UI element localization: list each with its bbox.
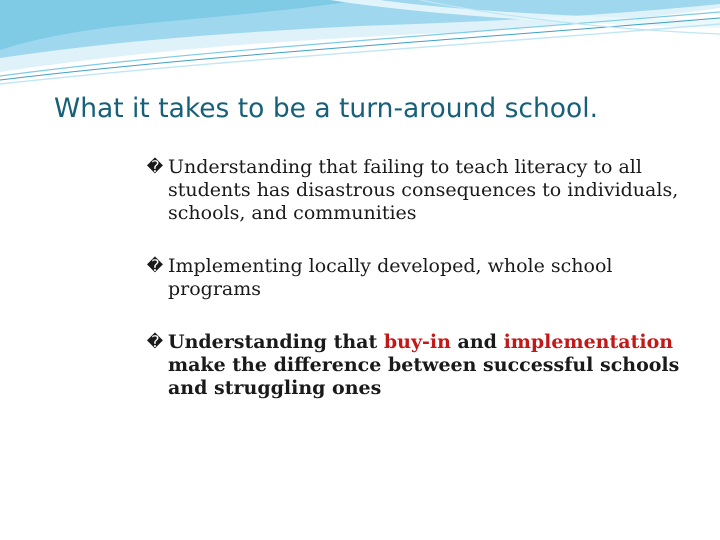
bullet-text-part: and — [450, 331, 504, 353]
wave-banner — [0, 0, 720, 90]
bullet-list — [146, 156, 686, 400]
bullet-text-part: make the difference between successful schools and struggling ones — [168, 354, 680, 399]
bullet-text: Implementing locally developed, whole school programs — [168, 255, 613, 300]
highlight-implementation: implementation — [503, 331, 674, 353]
slide-title: What it takes to be a turn-around school. — [54, 93, 598, 124]
bullet-item-literacy-consequences — [146, 156, 686, 225]
missing-glyph-icon: � — [146, 256, 164, 275]
bullet-item-buy-in — [146, 331, 686, 400]
bullet-text-part: Understanding that — [168, 331, 384, 353]
missing-glyph-icon: � — [146, 157, 164, 176]
missing-glyph-icon: � — [146, 332, 164, 351]
bullet-item-local-programs — [146, 255, 686, 301]
highlight-buy-in: buy-in — [383, 331, 451, 353]
bullet-text: Understanding that failing to teach literacy to all students has disastrous consequences to individuals, schools, and communities — [168, 156, 679, 224]
